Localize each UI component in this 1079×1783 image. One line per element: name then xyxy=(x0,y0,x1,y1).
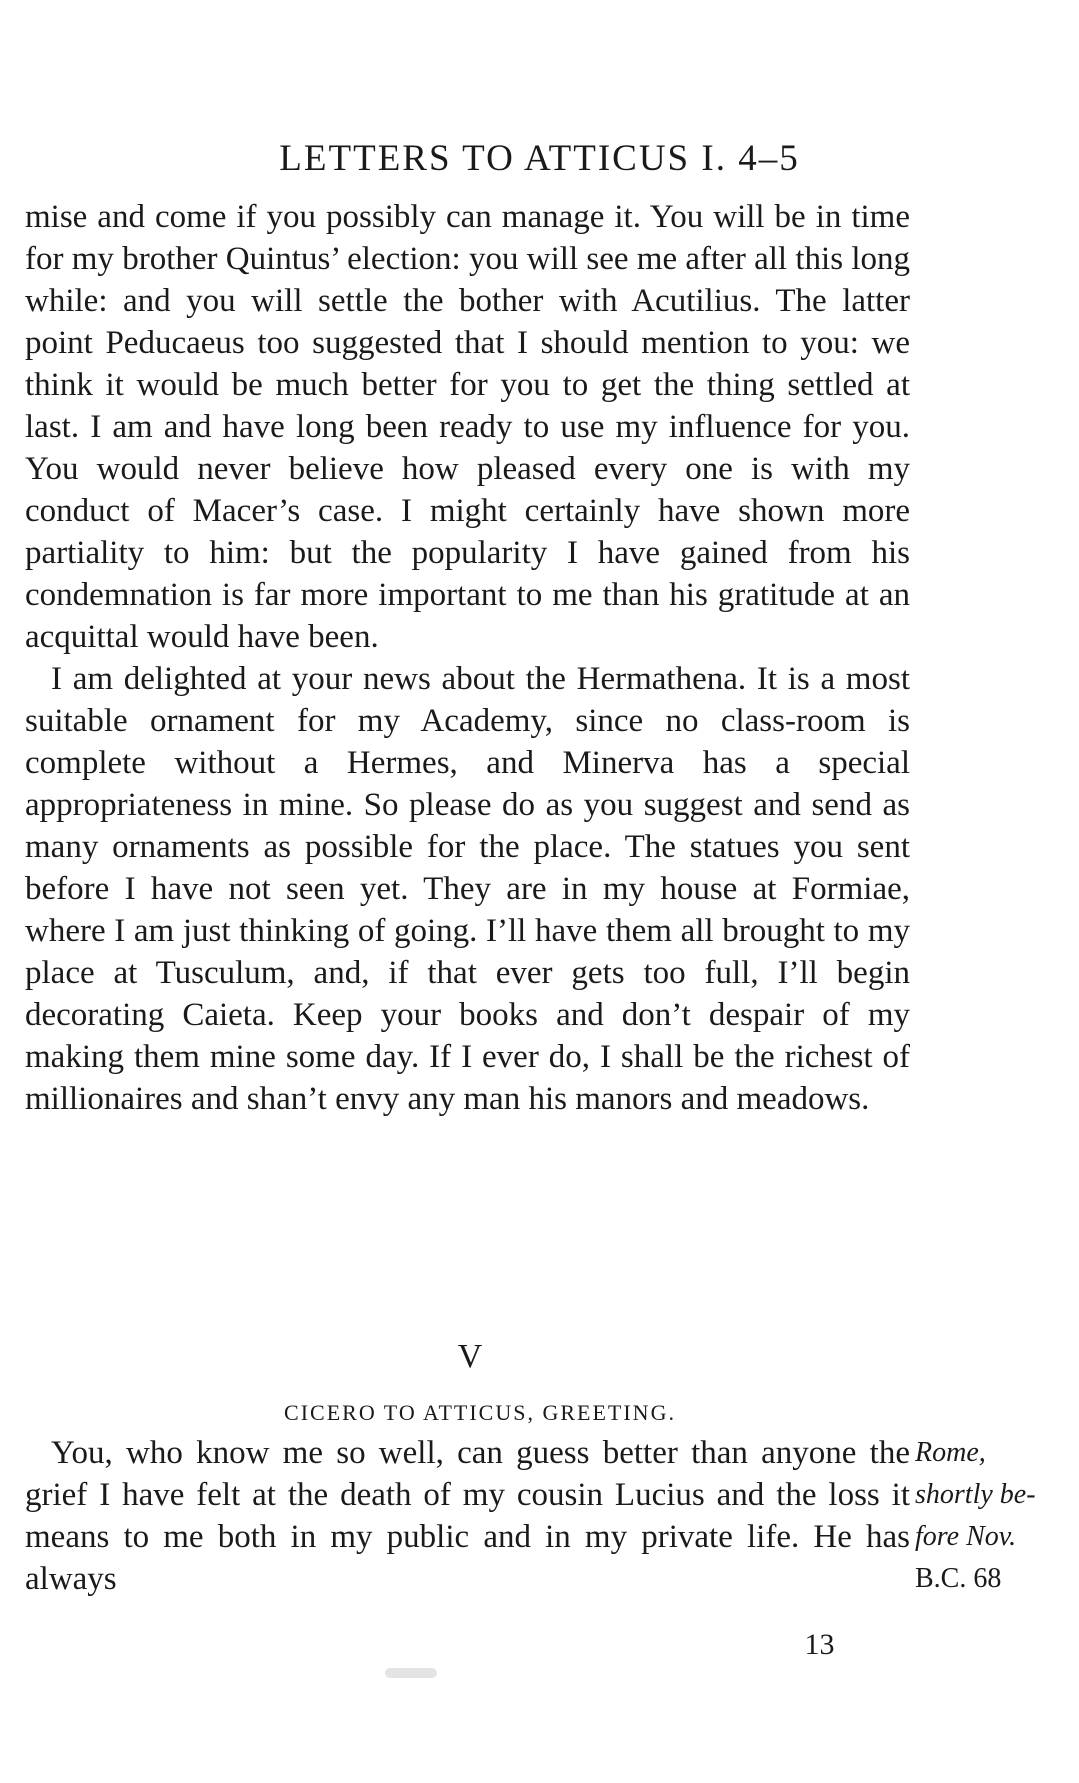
margin-note-line: Rome, xyxy=(915,1437,986,1468)
paragraph-1: mise and come if you possibly can manage it. You will be in time for my brother Quintus’ election: you will see me after all this long while: and you will settle the bother with Acutilius. The latter point Peducaeus too suggested that I should mention to you: we think it would be much better for you to get the thing settled at last. I am and have long been ready to use my influence for you. You would never believe how pleased every one is with my conduct of Macer’s case. I might certainly have shown more partiality to him: but the popularity I have gained from his condemnation is far more important to me than his gratitude at an acquittal would have been. xyxy=(25,199,910,655)
page-number: 13 xyxy=(804,1628,835,1661)
margin-note xyxy=(915,1432,1075,1600)
letter-body xyxy=(25,1432,910,1600)
margin-note-line: B.C. 68 xyxy=(915,1563,1002,1594)
scan-smudge xyxy=(385,1668,437,1678)
running-head: LETTERS TO ATTICUS I. 4–5 xyxy=(279,138,800,179)
paragraph-2: I am delighted at your news about the Hermathena. It is a most suitable ornament for my Academy, since no class-room is complete without a Hermes, and Minerva has a special appropriateness in mine. So please do as you suggest and send as many ornaments as possible for the place. The statues you sent before I have not seen yet. They are in my house at Formiae, where I am just thinking of going. I’ll have them all brought to my place at Tusculum, and, if that ever gets too full, I’ll begin decorating Caieta. Keep your books and don’t despair of my making them mine some day. If I ever do, I shall be the richest of millionaires and shan’t envy any man his manors and meadows. xyxy=(25,661,910,1117)
letter-salutation: CICERO TO ATTICUS, GREETING. xyxy=(284,1400,676,1425)
main-text xyxy=(25,196,910,1120)
margin-note-line: fore Nov. xyxy=(915,1521,1017,1552)
margin-note-line: shortly be- xyxy=(915,1479,1036,1510)
letter-number: V xyxy=(457,1338,483,1375)
letter-paragraph: You, who know me so well, can guess better than anyone the grief I have felt at the death of my cousin Lucius and the loss it means to me both in my public and in my private life. He has always xyxy=(25,1435,910,1597)
